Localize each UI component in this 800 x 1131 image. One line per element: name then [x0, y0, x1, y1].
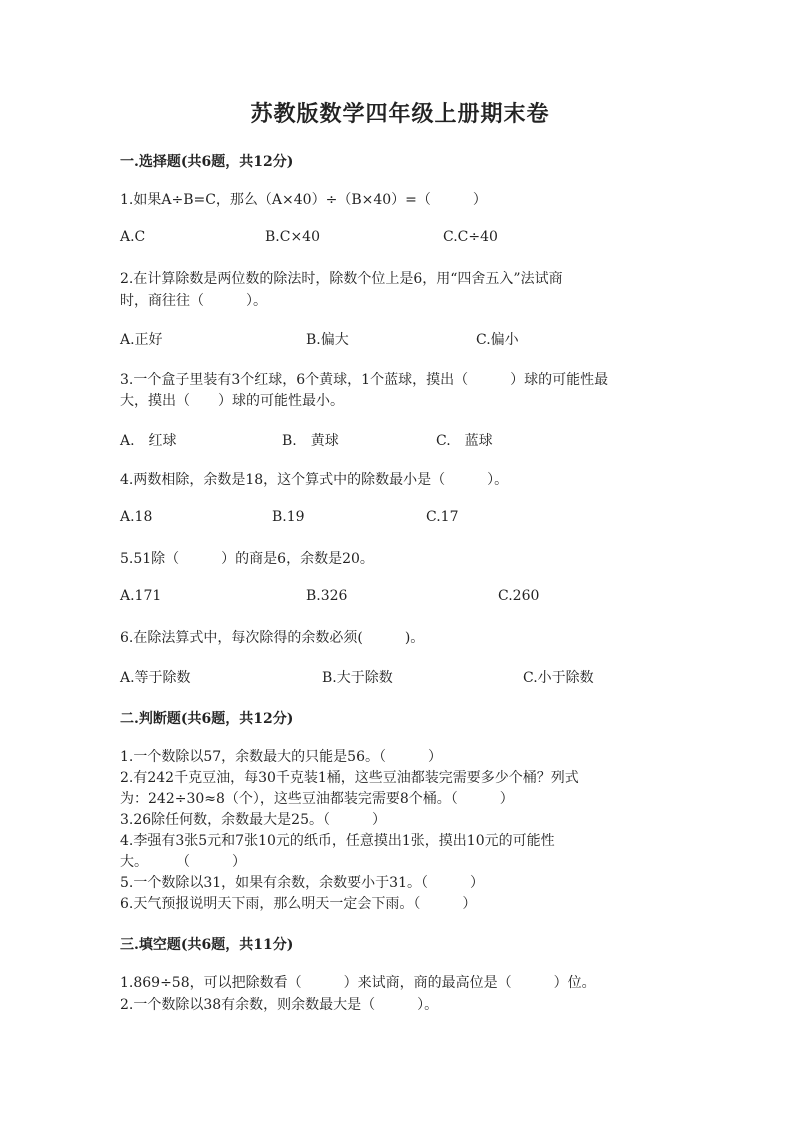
- question-1-option-c: C.C÷40: [443, 229, 498, 245]
- question-1-option-b: B.C×40: [265, 229, 320, 245]
- question-3-text-line-2: 大，摸出（ ）球的可能性最小。: [120, 393, 344, 409]
- question-5-option-c: C.260: [498, 588, 540, 604]
- exam-title: 苏教版数学四年级上册期末卷: [250, 101, 550, 127]
- judge-line-2: 2.有242千克豆油，每30千克装1桶，这些豆油都装完需要多少个桶？列式: [120, 770, 579, 786]
- question-1-option-a: A.C: [120, 229, 146, 245]
- question-1-text: 1.如果A÷B=C，那么（A×40）÷（B×40）=（ ）: [120, 192, 487, 208]
- question-6-text: 6.在除法算式中，每次除得的余数必须( )。: [120, 630, 425, 646]
- question-4-option-b: B.19: [272, 509, 305, 525]
- question-4-option-c: C.17: [426, 509, 459, 525]
- judge-line-4: 3.26除任何数，余数最大是25。（ ）: [120, 812, 386, 828]
- question-2-option-c: C.偏小: [476, 332, 519, 348]
- question-3-option-c: C. 蓝球: [436, 433, 493, 449]
- question-2-option-a: A.正好: [120, 332, 163, 348]
- question-2-text-line-1: 2.在计算除数是两位数的除法时，除数个位上是6，用“四舍五入”法试商: [120, 271, 563, 287]
- question-3-option-b: B. 黄球: [282, 433, 339, 449]
- question-3-text-line-1: 3.一个盒子里装有3个红球，6个黄球，1个蓝球，摸出（ ）球的可能性最: [120, 372, 609, 388]
- judge-line-1: 1.一个数除以57，余数最大的只能是56。（ ）: [120, 749, 442, 765]
- judge-line-6: 大。 （ ）: [120, 854, 246, 870]
- question-4-text: 4.两数相除，余数是18，这个算式中的除数最小是（ ）。: [120, 472, 509, 488]
- section-heading-fill-in: 三.填空题(共6题，共11分): [120, 937, 294, 953]
- judge-line-8: 6.天气预报说明天下雨，那么明天一定会下雨。（ ）: [120, 896, 477, 912]
- question-5-text: 5.51除（ ）的商是6，余数是20。: [120, 551, 374, 567]
- fill-line-2: 2.一个数除以38有余数，则余数最大是（ ）。: [120, 997, 439, 1013]
- question-6-option-c: C.小于除数: [523, 670, 594, 686]
- question-6-option-b: B.大于除数: [322, 670, 393, 686]
- question-4-option-a: A.18: [120, 509, 153, 525]
- question-5-option-b: B.326: [306, 588, 348, 604]
- question-2-text-line-2: 时，商往往（ ）。: [120, 293, 267, 309]
- judge-line-3: 为：242÷30≈8（个），这些豆油都装完需要8个桶。（ ）: [120, 791, 514, 807]
- judge-line-5: 4.李强有3张5元和7张10元的纸币，任意摸出1张，摸出10元的可能性: [120, 833, 555, 849]
- judge-line-7: 5.一个数除以31，如果有余数，余数要小于31。（ ）: [120, 875, 484, 891]
- fill-line-1: 1.869÷58，可以把除数看（ ）来试商，商的最高位是（ ）位。: [120, 975, 596, 991]
- section-heading-true-false: 二.判断题(共6题，共12分): [120, 711, 294, 727]
- question-3-option-a: A. 红球: [120, 433, 177, 449]
- section-heading-choice: 一.选择题(共6题，共12分): [120, 154, 294, 170]
- question-6-option-a: A.等于除数: [120, 670, 191, 686]
- question-2-option-b: B.偏大: [306, 332, 349, 348]
- question-5-option-a: A.171: [120, 588, 162, 604]
